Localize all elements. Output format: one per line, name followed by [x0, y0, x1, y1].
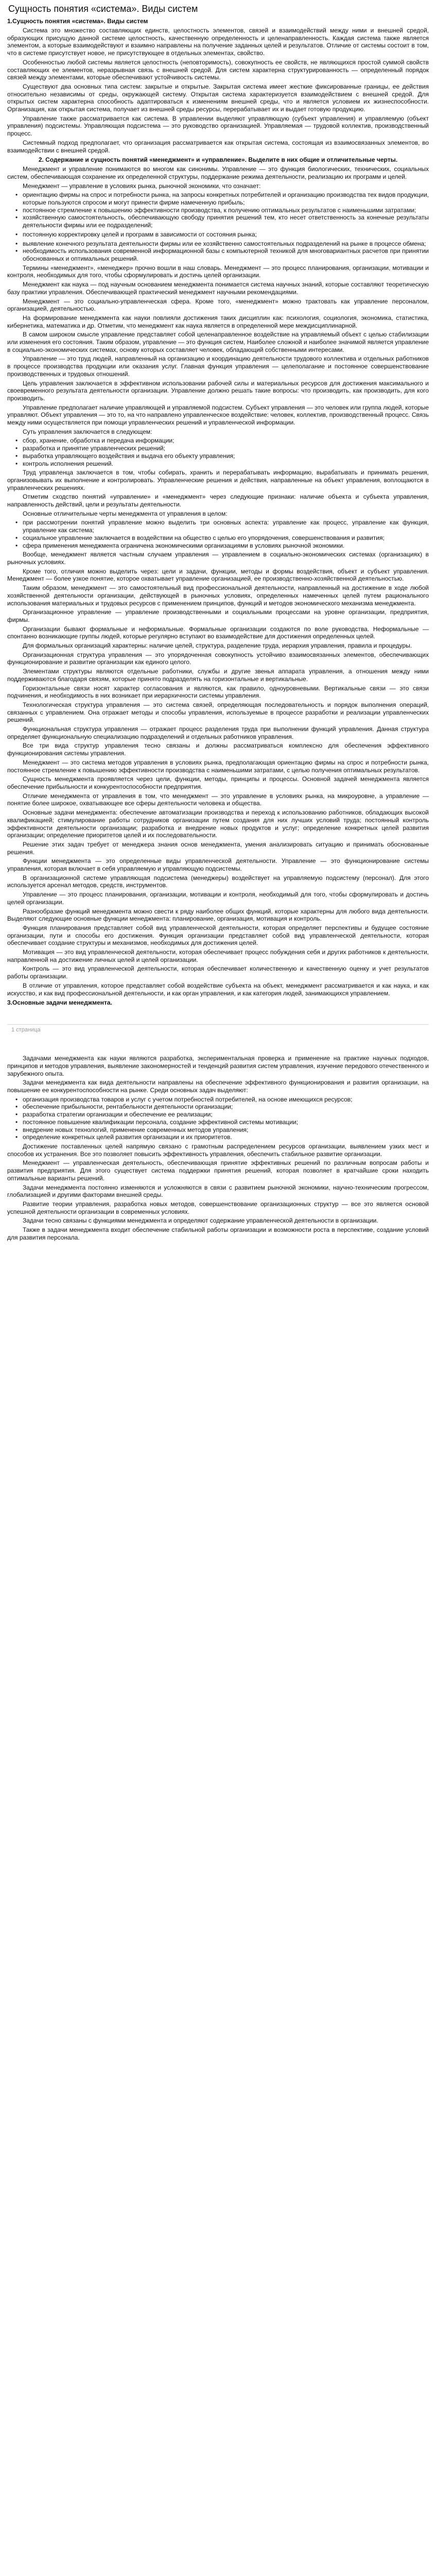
paragraph: Менеджмент и управление понимаются во многом как синонимы. Управление — это функция биологических, технических, социальных систем, обеспечивающая сохранение их определенной структуры, поддержание режима деятельности, реализацию их программ и целей. — [7, 165, 429, 180]
paragraph: Разнообразие функций менеджмента можно свести к ряду наиболее общих функций, которые характерны для любого вида деятельности. Выделяют следующие основные функции менеджмента: планирование, организация, мотивация и контроль. — [7, 907, 429, 923]
paragraph: Менеджмент — управление в условиях рынка, рыночной экономики, что означает: — [23, 182, 261, 190]
paragraph: В самом широком смысле управление представляет собой целенаправленное воздействие на управляемый объект с целью стабилизации или изменения его состояния. Таким образом, управление — это функция систем, Наиболее сложной и наиболее значимой является управление в социально-экономических системах, основу которых составляет человек, обладающий собственными интересами. — [7, 331, 429, 353]
paragraph: Труд управленца заключается в том, чтобы собирать, хранить и перерабатывать информацию, вырабатывать и принимать решения, организовывать их выполнение и контролировать. Управленческие решения и действия, направленные на объект управления, воплощаются в управленческих решениях. — [7, 469, 429, 492]
paragraph: Функция планирования представляет собой вид управленческой деятельности, которая определяет перспективы и будущее состояние организации, пути и способы его достижения. Функция организации представляет собой вид управленческой деятельности, которая обеспечивает создание структуры и механизмов, необходимых для достижения целей. — [7, 924, 429, 947]
paragraph: Решение этих задач требует от менеджера знания основ менеджмента, умения анализировать ситуацию и принимать обоснованные решения. — [7, 840, 429, 856]
paragraph: Управление также рассматривается как система. В управлении выделяют управляющую (субъект управления) и управляемую (объект управления) подсистемы. Управляющая подсистема — это руководство организацией. Управляемая — трудовой коллектив, производственный процесс. — [7, 114, 429, 138]
bullet-item: • внедрение новых технологий, применение современных методов управления; — [7, 1126, 429, 1134]
paragraph: Контроль — это вид управленческой деятельности, которая обеспечивает количественную и качественную оценку и учет результатов работы организации. — [7, 965, 429, 980]
bullet-list — [7, 437, 429, 467]
bullet-item: • постоянное стремление к повышению эффективности производства, к получению оптимальных результатов с наименьшими затратами; — [7, 207, 429, 214]
bullet-item: • сфера применения менеджмента ограничена экономическими организациями в условиях рыночной экономики. — [7, 542, 429, 550]
paragraph: Организации бывают формальные и неформальные. Формальные организации создаются по воле руководства. Неформальные — спонтанно возникающие группы людей, которые регулярно вступают во взаимодействие для достижения определенных целей. — [7, 625, 429, 640]
paragraph: Кроме того, отличия можно выделить через: цели и задачи, функции, методы и формы воздействия, объект и субъект управления. Менеджмент — более узкое понятие, которое охватывает управление организацией, ее производственно-хозяйственной деятельностью. — [7, 567, 429, 583]
paragraph: Управление — это процесс планирования, организации, мотивации и контроля, необходимый для того, чтобы сформулировать и достичь целей организации. — [7, 891, 429, 906]
bullet-item: • организация производства товаров и услуг с учетом потребностей потребителей, на основе имеющихся ресурсов; — [7, 1096, 429, 1104]
paragraph: Задачи тесно связаны с функциями менеджмента и определяют содержание управленческой деятельности в организации. — [23, 1217, 378, 1225]
section-heading: 2. Содержание и сущность понятий «менеджмент» и «управление». Выделите в них общие и отличительные черты. — [38, 156, 398, 164]
paragraph: Отметим сходство понятий «управление» и «менеджмент» через следующие признаки: наличие объекта и субъекта управления, направленность действий, цели и результаты деятельности. — [7, 493, 429, 509]
paragraph: Основные задачи менеджмента: обеспечение автоматизации производства и переход к использованию работников, обладающих высокой квалификацией; стимулирование работы сотрудников организации путем создания для них лучших условий труда; постоянный контроль эффективности деятельности организации; разработка и внедрение новых продуктов и услуг; определение конкретных целей развития организации; определение приоритетов целей и их последовательности. — [7, 809, 429, 839]
bullet-list — [7, 240, 429, 263]
bullet-item: • хозяйственную самостоятельность, обеспечивающую свободу принятия решений тем, кто несет ответственность за конечные результаты деятельности фирмы или ее подразделений; — [7, 214, 429, 229]
bullet-list — [7, 1096, 429, 1141]
bullet-list — [7, 231, 429, 239]
paragraph: В организационной системе управляющая подсистема (менеджеры) воздействует на управляемую подсистему (персонал). Для этого используется арсенал методов, средств, инструментов. — [7, 874, 429, 889]
paragraph: Задачами менеджмента как науки являются разработка, экспериментальная проверка и применение на практике научных подходов, принципов и методов управления, выявление закономерностей и тенденций развития систем управления, изучение передового отечественного и зарубежного опыта. — [7, 1055, 429, 1077]
bullet-item: • выработка управляющего воздействия и выдача его объекту управления; — [7, 452, 429, 460]
paragraph: Элементами структуры являются отдельные работники, службы и другие звенья аппарата управления, а отношения между ними поддерживаются благодаря связям, которые принято подразделять на горизонтальные и вертикальные. — [7, 668, 429, 683]
document-body — [7, 18, 429, 1241]
paragraph: На формирование менеджмента как науки повлияли достижения таких дисциплин как: психология, социология, экономика, статистика, кибернетика, математика и др. Отметим, что менеджмент как наука является в определенной мере междисциплинарной. — [7, 314, 429, 329]
paragraph: Задачи менеджмента постоянно изменяются и усложняются в связи с развитием рыночной экономики, научно-техническим прогрессом, глобализацией и другими факторами внешней среды. — [7, 1183, 429, 1199]
paragraph: Вообще, менеджмент является частным случаем управления — управлением в социально-экономических системах (организациях) в рыночных условиях. — [7, 551, 429, 566]
bullet-item: • обеспечение прибыльности, рентабельности деятельности организации; — [7, 1103, 429, 1111]
paragraph: Достижение поставленных целей напрямую связано с грамотным распределением ресурсов организации, выявлением узких мест и способов их устранения. Все это позволяет повысить эффективность управления, обеспечить стабильное развитие организации. — [7, 1143, 429, 1158]
paragraph: Менеджмент — управленческая деятельность, обеспечивающая принятие эффективных решений по различным вопросам работы и развития предприятия. Для этого существует система поддержки принятия решений, которая позволяет в кратчайшие сроки находить оптимальные варианты решений. — [7, 1159, 429, 1182]
paragraph: Для формальных организаций характерны: наличие целей, структура, разделение труда, иерархия управления, правила и процедуры. — [23, 642, 412, 650]
paragraph: Менеджмент — это система методов управления в условиях рынка, предполагающая ориентацию фирмы на спрос и потребности рынка, постоянное стремление к повышению эффективности производства с наименьшими затратами, с целью получения оптимальных результатов. — [7, 758, 429, 774]
bullet-item: • ориентацию фирмы на спрос и потребности рынка, на запросы конкретных потребителей и организацию производства тех видов продукции, которые пользуются спросом и могут принести фирме намеченную прибыль; — [7, 191, 429, 206]
bullet-item: • необходимость использования современной информационной базы с компьютерной техникой для многовариантных расчетов при принятии обоснованных и оптимальных решений. — [7, 247, 429, 262]
paragraph: Системный подход предполагает, что организация рассматривается как открытая система, состоящая из взаимосвязанных элементов, во взаимодействии с внешней средой. — [7, 139, 429, 154]
paragraph: Задачи менеджмента как вида деятельности направлены на обеспечение эффективного функционирования и развития организации, на повышение ее конкурентоспособности на рынке. Среди основных задач выделяют: — [7, 1079, 429, 1094]
paragraph: Управление — это труд людей, направленный на организацию и координацию деятельности трудового коллектива и отдельных работников в процессе производства продукции или оказания услуг. Главная функция управления — целеполагание и постоянное совершенствование производственных и трудовых отношений. — [7, 355, 429, 378]
paragraph: Таким образом, менеджмент — это самостоятельный вид профессиональной деятельности, направленный на достижение в ходе любой хозяйственной деятельности организации, действующей в рыночных условиях, определенных намеченных целей путем рационального использования материальных и трудовых ресурсов с применением принципов, функций и методов экономического механизма менеджмента. — [7, 584, 429, 607]
paragraph: Горизонтальные связи носят характер согласования и являются, как правило, одноуровневыми. Вертикальные связи — это связи подчинения, и необходимость в них возникает при иерархичности системы управления. — [7, 684, 429, 700]
paragraph: В отличие от управления, которое представляет собой воздействие субъекта на объект, менеджмент рассматривается и как наука, и как искусство, и как вид профессиональной деятельности, и как орган управления, и как категория людей, занимающихся управлением. — [7, 981, 429, 997]
bullet-item: • социальное управление заключается в воздействии на общество с целью его упорядочения, совершенствования и развития; — [7, 534, 429, 542]
paragraph: Управление предполагает наличие управляющей и управляемой подсистем. Субъект управления — это человек или группа людей, которые управляют. Объект управления — это то, на что направлено управленческое воздействие: человек, коллектив, производственный процесс. Связь между ними осуществляется при помощи управленческих решений и управленческой информации. — [7, 403, 429, 427]
paragraph: Сущность менеджмента проявляется через цели, функции, методы, принципы и процессы. Основной задачей менеджмента является обеспечение прибыльности и конкурентоспособности предприятия. — [7, 775, 429, 790]
section-heading: 1.Сущность понятия «система». Виды систем — [7, 18, 148, 25]
paragraph: Суть управления заключается в следующем: — [23, 428, 152, 435]
paragraph: Особенностью любой системы является целостность (неповторимость), совокупность ее свойств, не являющихся простой суммой свойств составляющих ее элементов, неразрывная связь с внешней средой. Для систем характерна структурированность — определенный порядок связей между элементами, которые обеспечивают устойчивость системы. — [7, 58, 429, 81]
paragraph: Менеджмент — это социально-управленческая сфера. Кроме того, «менеджмент» можно трактовать как управление персоналом, организацией, деятельностью. — [7, 297, 429, 313]
bullet-item: • определение конкретных целей развития организации и их приоритетов. — [7, 1133, 429, 1141]
paragraph: Функциональная структура управления — отражает процесс разделения труда при выполнении функций управления. Данная структура определяет функциональную специализацию подразделений и отдельных работников управления. — [7, 725, 429, 740]
page-break — [7, 1024, 429, 1034]
bullet-item: • постоянное повышение квалификации персонала, создание эффективной системы мотивации; — [7, 1118, 429, 1126]
paragraph: Цель управления заключается в эффективном использовании рабочей силы и материальных ресурсов для достижения максимального и своевременного результата деятельности организации. Управление должно решать такие вопросы: что производить, как производить, для кого производить. — [7, 379, 429, 402]
section-heading: 3.Основные задачи менеджмента. — [7, 999, 112, 1007]
document-page — [7, 0, 429, 1258]
paragraph: Также в задачи менеджмента входит обеспечение стабильной работы организации и возможности роста в перспективе, создание условий для развития персонала. — [7, 1226, 429, 1241]
paragraph: Термины «менеджмент», «менеджер» прочно вошли в наш словарь. Менеджмент — это процесс планирования, организации, мотивации и контроля, необходимых для того, чтобы сформулировать и достичь целей организации. — [7, 264, 429, 279]
bullet-list — [7, 191, 429, 229]
bullet-item: • разработка стратегии организации и обеспечение ее реализации; — [7, 1111, 429, 1118]
bullet-list — [7, 519, 429, 549]
paragraph: Существуют два основных типа систем: закрытые и открытые. Закрытая система имеет жесткие фиксированные границы, ее действия относительно независимы от среды, окружающей систему. Открытая система характеризуется взаимодействием с внешней средой. Для открытых систем характерна способность адаптироваться к изменениям внешней среды, что и является условием их жизнеспособности. Организация, как открытая система, получает из внешней среды ресурсы, перерабатывает их и выдает готовую продукцию. — [7, 82, 429, 113]
paragraph: Развитие теории управления, разработка новых методов, совершенствование организационных структур — все это является основой успешной деятельности организации в современных условиях. — [7, 1200, 429, 1215]
bullet-item: • разработка и принятие управленческих решений; — [7, 445, 429, 452]
paragraph: Система это множество составляющих единств, целостность элементов, связей и взаимодействий между ними и внешней средой, образующих присущую данной системе целостность, качественную определенность и целенаправленность. Каждая система также является элементом, а которые взаимодействуют и взаимно направлены на получение заданных целей и результатов. Отличие от системы состоит в том, что в системе присутствует новое, не присутствующее в отдельных элементах, свойство. — [7, 27, 429, 57]
paragraph: Мотивация — это вид управленческой деятельности, которая обеспечивает процесс побуждения себя и других работников к деятельности, направленной на достижение личных целей и целей организации. — [7, 948, 429, 963]
paragraph: Основные отличительные черты менеджмента от управления в целом: — [23, 510, 228, 517]
paragraph: Организационное управление — управление производственными и социальными процессами на уровне организации, предприятия, фирмы. — [7, 608, 429, 623]
bullet-item: • при рассмотрении понятий управление можно выделить три основных аспекта: управление как процесс, управление как функция, управление как система; — [7, 519, 429, 534]
bullet-item: • выявление конечного результата деятельности фирмы или ее хозяйственно самостоятельных подразделений на рынке в процессе обмена; — [7, 240, 429, 248]
bullet-item: • постоянную корректировку целей и программ в зависимости от состояния рынка; — [7, 231, 429, 239]
page-title: Сущность понятия «система». Виды систем — [8, 4, 198, 14]
paragraph: Отличие менеджмента от управления в том, что менеджмент — это управление в условиях рынка, на микроуровне, а управление — понятие более широкое, охватывающее все сферы деятельности человека и общества. — [7, 792, 429, 807]
page-number-label: 1 страница — [11, 1027, 41, 1033]
bullet-item: • контроль исполнения решений. — [7, 460, 429, 468]
paragraph: Функции менеджмента — это определенные виды управленческой деятельности. Управление — это функционирование системы управления, которая включает в себя управляемую и управляющую подсистемы. — [7, 857, 429, 873]
paragraph: Технологическая структура управления — это система связей, определяющая последовательность и порядок выполнения операций, связанных с управлением. Она отражает методы и способы управления, используемые в процессе разработки и реализации управленческих решений. — [7, 701, 429, 724]
paragraph: Менеджмент как наука — под научным основанием менеджмента понимается система научных знаний, которые составляют теоретическую базу практики управления. Обеспечивающей практический менеджмент научными рекомендациями. — [7, 281, 429, 296]
bullet-item: • сбор, хранение, обработка и передача информации; — [7, 437, 429, 445]
paragraph: Все три вида структур управления тесно связаны и должны рассматриваться комплексно для обеспечения эффективного функционирования системы управления. — [7, 742, 429, 757]
paragraph: Организационная структура управления — это упорядоченная совокупность устойчиво взаимосвязанных элементов, обеспечивающих функционирование и развитие организации как единого целого. — [7, 651, 429, 666]
